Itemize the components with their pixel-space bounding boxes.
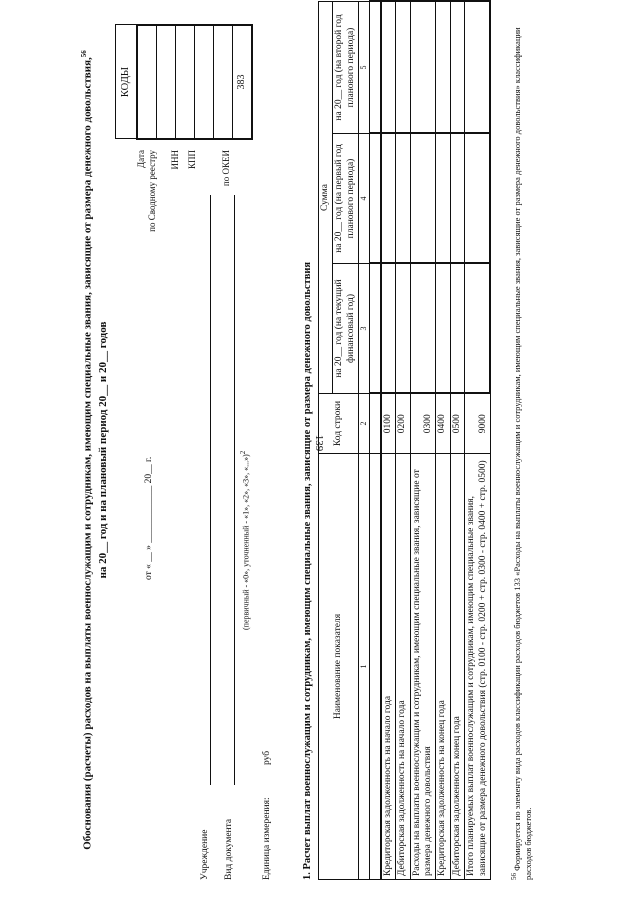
row-name: Дебиторская задолженность конец года xyxy=(450,454,464,880)
org-field[interactable] xyxy=(210,195,211,785)
row-name: Расходы на выплаты военнослужащим и сотрудникам, имеющим специальные звания, зависящие от размера денежного довольствия xyxy=(410,454,436,880)
unit-value: руб xyxy=(262,750,272,765)
header-row-code: Код строки xyxy=(319,394,359,454)
value-cell[interactable] xyxy=(381,134,396,264)
form-title xyxy=(80,20,110,880)
header-year-plan-2: на 20__ год (на второй год планового периода) xyxy=(333,1,359,133)
table-row xyxy=(436,1,450,879)
title-footnote-mark: 56 xyxy=(80,50,88,58)
column-number: 1 xyxy=(359,454,370,880)
blank-cell xyxy=(369,454,381,880)
footnote xyxy=(510,20,534,880)
table-row xyxy=(465,1,491,879)
code-label-inn: ИНН xyxy=(170,150,180,170)
value-cell[interactable] xyxy=(410,1,436,133)
code-label-kpp: КПП xyxy=(187,150,197,170)
table-row xyxy=(381,1,396,879)
doc-type-hint: (первичный - «0», уточненный - «1», «2», «3», «...»)2 xyxy=(239,450,251,630)
value-cell[interactable] xyxy=(396,264,410,394)
value-cell[interactable] xyxy=(396,134,410,264)
column-number: 5 xyxy=(359,1,370,133)
blank-cell xyxy=(369,264,381,394)
value-cell[interactable] xyxy=(450,1,464,133)
code-okei-cell[interactable]: 383 xyxy=(233,25,253,139)
value-cell[interactable] xyxy=(465,1,491,133)
row-name: Дебиторская задолженность на начало года xyxy=(396,454,410,880)
blank-cell xyxy=(369,134,381,264)
footnote-text: Формируется по элементу вида расходов классификации расходов бюджетов 133 «Расходы на выплаты военнослужащим и сотрудникам, имеющим специальные звания, зависящие от размера денежного довольствия» классификации расходов бюджетов. xyxy=(511,27,533,880)
blank-cell xyxy=(369,394,381,454)
blank-cell xyxy=(369,1,381,133)
row-code: 9000 xyxy=(465,394,491,454)
header-year-current: на 20__ год (на текущий финансовый год) xyxy=(333,264,359,394)
form-requisites xyxy=(142,20,282,880)
value-cell[interactable] xyxy=(381,1,396,133)
row-code: 0100 xyxy=(381,394,396,454)
code-label-date: Дата xyxy=(136,150,146,168)
section-title: 1. Расчет выплат военнослужащим и сотрудникам, имеющим специальные звания, зависящие от размера денежного довольствия xyxy=(302,261,313,880)
unit-label: Единица измерения: xyxy=(262,797,272,880)
code-label-registry: по Сводному реестру xyxy=(147,150,157,232)
row-code: 0400 xyxy=(436,394,450,454)
value-cell[interactable] xyxy=(396,1,410,133)
footnote-mark: 56 xyxy=(510,873,518,880)
column-number: 4 xyxy=(359,134,370,264)
header-sum: Сумма xyxy=(319,1,333,393)
column-number: 2 xyxy=(359,394,370,454)
value-cell[interactable] xyxy=(465,134,491,264)
header-indicator-name: Наименование показателя xyxy=(319,454,359,880)
row-code: 0200 xyxy=(396,394,410,454)
code-label-okei: по ОКЕИ xyxy=(221,150,231,187)
value-cell[interactable] xyxy=(410,264,436,394)
value-cell[interactable] xyxy=(410,134,436,264)
row-name: Итого планируемых выплат военнослужащим и сотрудникам, имеющим специальные звания, зависящие от размера денежного довольствия (стр. 0100 - стр. 0200 + стр. 0300 - стр. 0400 + стр. 0500) xyxy=(465,454,491,880)
value-cell[interactable] xyxy=(381,264,396,394)
doc-type-field[interactable] xyxy=(234,195,235,785)
org-label: Учреждение xyxy=(200,829,210,880)
table-row xyxy=(450,1,464,879)
value-cell[interactable] xyxy=(465,264,491,394)
title-line-1: Обоснования (расчеты) расходов на выплаты военнослужащим и сотрудникам, имеющим специальные звания, зависящие от размера денежного довольствия, xyxy=(81,57,94,850)
value-cell[interactable] xyxy=(436,1,450,133)
row-name: Кредиторская задолженность на начало года xyxy=(381,454,396,880)
date-line: от « __ » ____________ 20__ г. xyxy=(144,456,154,580)
value-cell[interactable] xyxy=(436,264,450,394)
header-year-plan-1: на 20__ год (на первый год планового периода) xyxy=(333,134,359,264)
rotated-form xyxy=(80,0,580,880)
table-row xyxy=(410,1,436,879)
value-cell[interactable] xyxy=(450,264,464,394)
column-number: 3 xyxy=(359,264,370,394)
value-cell[interactable] xyxy=(436,134,450,264)
value-cell[interactable] xyxy=(450,134,464,264)
page-number: 139 xyxy=(313,434,325,452)
title-line-2: на 20__ год и на плановый период 20__ и 20__ годов xyxy=(96,321,109,579)
row-name: Кредиторская задолженность на конец года xyxy=(436,454,450,880)
doc-type-label: Вид документа xyxy=(224,818,234,880)
calculation-table xyxy=(318,0,491,880)
row-code: 0300 xyxy=(410,394,436,454)
codes-header: КОДЫ xyxy=(116,25,138,139)
table-row xyxy=(396,1,410,879)
row-code: 0500 xyxy=(450,394,464,454)
